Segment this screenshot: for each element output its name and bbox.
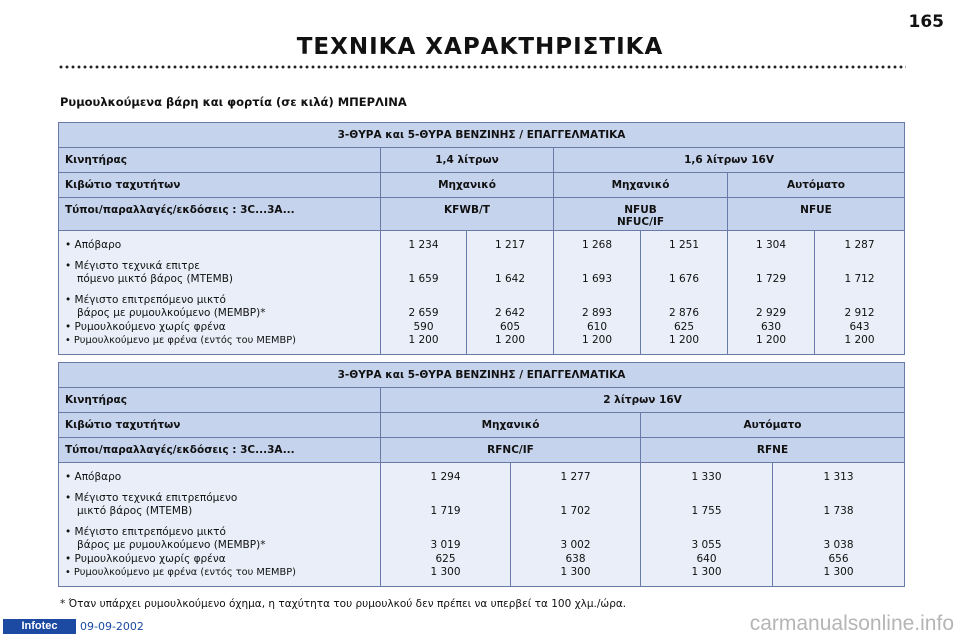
types-row xyxy=(59,198,905,231)
table-cell: 1 304 xyxy=(755,239,787,251)
table-cell: 1 659 xyxy=(408,273,439,285)
gearbox-value: Αυτόματο xyxy=(728,173,905,198)
table-cell: 1 217 xyxy=(494,239,526,251)
engine-row xyxy=(59,148,905,173)
page-number: 165 xyxy=(908,12,944,32)
table-cell: 625 xyxy=(435,552,456,565)
table-cell: 1 300 xyxy=(691,566,722,578)
page-title: ΤΕΧΝΙΚΑ ΧΑΡΑΚΤΗΡΙΣΤΙΚΑ xyxy=(296,34,664,60)
gearbox-row xyxy=(59,413,905,438)
gearbox-value: Αυτόματο xyxy=(641,413,905,438)
table-cell: 2 929 xyxy=(755,307,787,319)
label-mtemb: • Μέγιστο τεχνικά επιτρεπόμενο xyxy=(65,491,238,504)
section-subtitle: Ρυμουλκούμενα βάρη και φορτία (σε κιλά) ΜΠΕΡΛΙΝΑ xyxy=(60,95,407,109)
table-cell: 1 268 xyxy=(581,239,613,251)
label-memvr-cont: βάρος με ρυμουλκούμενο (ΜΕΜΒΡ)* xyxy=(77,307,266,319)
weights-body-row xyxy=(59,463,905,587)
dotted-divider xyxy=(58,65,906,69)
table-cell: 1 693 xyxy=(581,273,613,285)
type-code: KFWB/T xyxy=(381,198,554,231)
engine-label: Κινητήρας xyxy=(59,148,381,173)
table-cell: 1 738 xyxy=(823,505,854,517)
type-code-line: NFUB xyxy=(624,204,657,216)
table-cell: 590 xyxy=(413,320,434,333)
table-cell: 2 642 xyxy=(494,307,526,319)
value-column xyxy=(381,231,467,355)
table-cell: 2 876 xyxy=(668,307,700,319)
type-code: NFUE xyxy=(728,198,905,231)
table-cell: 1 277 xyxy=(560,471,591,483)
gearbox-row xyxy=(59,173,905,198)
table-cell: 3 002 xyxy=(560,539,591,551)
table-cell: 1 676 xyxy=(668,273,700,285)
types-label: Τύποι/παραλλαγές/εκδόσεις : 3C...3A... xyxy=(59,438,381,463)
value-column xyxy=(554,231,641,355)
engine-value: 1,4 λίτρων xyxy=(381,148,554,173)
table-cell: 640 xyxy=(696,552,717,565)
type-code-line: NFUC/IF xyxy=(616,216,665,228)
engine-label: Κινητήρας xyxy=(59,388,381,413)
table-cell: 1 313 xyxy=(823,471,854,483)
table-cell: 1 234 xyxy=(408,239,439,251)
label-unbraked: • Ρυμουλκούμενο χωρίς φρένα xyxy=(65,320,226,333)
engine-value: 2 λίτρων 16V xyxy=(381,388,905,413)
print-date: 09-09-2002 xyxy=(80,620,144,633)
type-code xyxy=(554,198,728,231)
table-cell: 605 xyxy=(499,320,521,333)
label-unbraked: • Ρυμουλκούμενο χωρίς φρένα xyxy=(65,552,226,565)
table-cell: 3 038 xyxy=(823,539,854,551)
table-cell: 625 xyxy=(673,320,695,333)
table-cell: 1 200 xyxy=(668,334,700,346)
table-title-row xyxy=(59,123,905,148)
gearbox-value: Μηχανικό xyxy=(381,413,641,438)
value-column xyxy=(815,231,905,355)
table-cell: 1 294 xyxy=(430,471,461,483)
table-cell: 1 200 xyxy=(844,334,875,346)
table-cell: 1 755 xyxy=(691,505,722,517)
table-cell: 1 300 xyxy=(430,566,461,578)
table-cell: 656 xyxy=(828,552,849,565)
table-cell: 1 200 xyxy=(755,334,787,346)
types-label: Τύποι/παραλλαγές/εκδόσεις : 3C...3A... xyxy=(59,198,381,231)
footnote: * Όταν υπάρχει ρυμουλκούμενο όχημα, η ταχύτητα του ρυμουλκού δεν πρέπει να υπερβεί τα 100 χλμ./ώρα. xyxy=(60,598,627,610)
gearbox-value: Μηχανικό xyxy=(381,173,554,198)
label-mtemb-cont: μικτό βάρος (ΜΤΕΜΒ) xyxy=(77,505,193,517)
types-row xyxy=(59,438,905,463)
table-cell: 1 330 xyxy=(691,471,722,483)
value-column xyxy=(641,231,728,355)
table-title: 3-ΘΥΡΑ και 5-ΘΥΡΑ ΒΕΝΖΙΝΗΣ / ΕΠΑΓΓΕΛΜΑΤΙΚΑ xyxy=(59,363,905,388)
type-code: RFNE xyxy=(641,438,905,463)
table-cell: 1 300 xyxy=(823,566,854,578)
weights-table-1 xyxy=(58,122,905,355)
table-cell: 1 200 xyxy=(494,334,526,346)
table-cell: 1 287 xyxy=(844,239,875,251)
label-memvr-cont: βάρος με ρυμουλκούμενο (ΜΕΜΒΡ)* xyxy=(77,539,266,551)
gearbox-value: Μηχανικό xyxy=(554,173,728,198)
engine-row xyxy=(59,388,905,413)
table-cell: 643 xyxy=(849,320,870,333)
value-column xyxy=(728,231,815,355)
weights-labels xyxy=(59,463,381,587)
table-cell: 630 xyxy=(760,320,782,333)
value-column xyxy=(641,463,773,587)
gearbox-label: Κιβώτιο ταχυτήτων xyxy=(59,173,381,198)
table-cell: 1 642 xyxy=(494,273,526,285)
table-cell: 2 912 xyxy=(844,307,875,319)
value-column xyxy=(511,463,641,587)
infotec-logo: Infotec xyxy=(3,619,76,634)
table-cell: 1 251 xyxy=(668,239,700,251)
label-braked: • Ρυμουλκούμενο με φρένα (εντός του ΜΕΜΒΡ) xyxy=(65,335,296,346)
label-mtemb-cont: πόμενο μικτό βάρος (ΜΤΕΜΒ) xyxy=(77,273,234,285)
table-title-row xyxy=(59,363,905,388)
table-cell: 1 200 xyxy=(581,334,613,346)
type-code: RFNC/IF xyxy=(381,438,641,463)
weights-labels xyxy=(59,231,381,355)
engine-value: 1,6 λίτρων 16V xyxy=(554,148,905,173)
watermark: carmanualsonline.info xyxy=(749,612,954,635)
value-column xyxy=(381,463,511,587)
table-cell: 1 712 xyxy=(844,273,875,285)
value-column xyxy=(773,463,905,587)
label-mtemb: • Μέγιστο τεχνικά επιτρε xyxy=(65,259,200,272)
table-cell: 2 659 xyxy=(408,307,439,319)
label-tare: • Απόβαρο xyxy=(65,471,122,483)
weights-table-2 xyxy=(58,362,905,587)
table-cell: 2 893 xyxy=(581,307,613,319)
label-memvr: • Μέγιστο επιτρεπόμενο μικτό xyxy=(65,525,226,538)
table-cell: 610 xyxy=(586,320,608,333)
table-cell: 638 xyxy=(565,552,586,565)
value-column xyxy=(467,231,554,355)
table-cell: 1 729 xyxy=(755,273,787,285)
table-title: 3-ΘΥΡΑ και 5-ΘΥΡΑ ΒΕΝΖΙΝΗΣ / ΕΠΑΓΓΕΛΜΑΤΙΚΑ xyxy=(59,123,905,148)
weights-body-row xyxy=(59,231,905,355)
table-cell: 1 300 xyxy=(560,566,591,578)
gearbox-label: Κιβώτιο ταχυτήτων xyxy=(59,413,381,438)
table-cell: 3 019 xyxy=(430,539,461,551)
table-cell: 1 719 xyxy=(430,505,461,517)
label-braked: • Ρυμουλκούμενο με φρένα (εντός του ΜΕΜΒΡ) xyxy=(65,567,296,578)
table-cell: 1 200 xyxy=(408,334,439,346)
label-memvr: • Μέγιστο επιτρεπόμενο μικτό xyxy=(65,293,226,306)
table-cell: 1 702 xyxy=(560,505,591,517)
label-tare: • Απόβαρο xyxy=(65,239,122,251)
table-cell: 3 055 xyxy=(691,539,722,551)
